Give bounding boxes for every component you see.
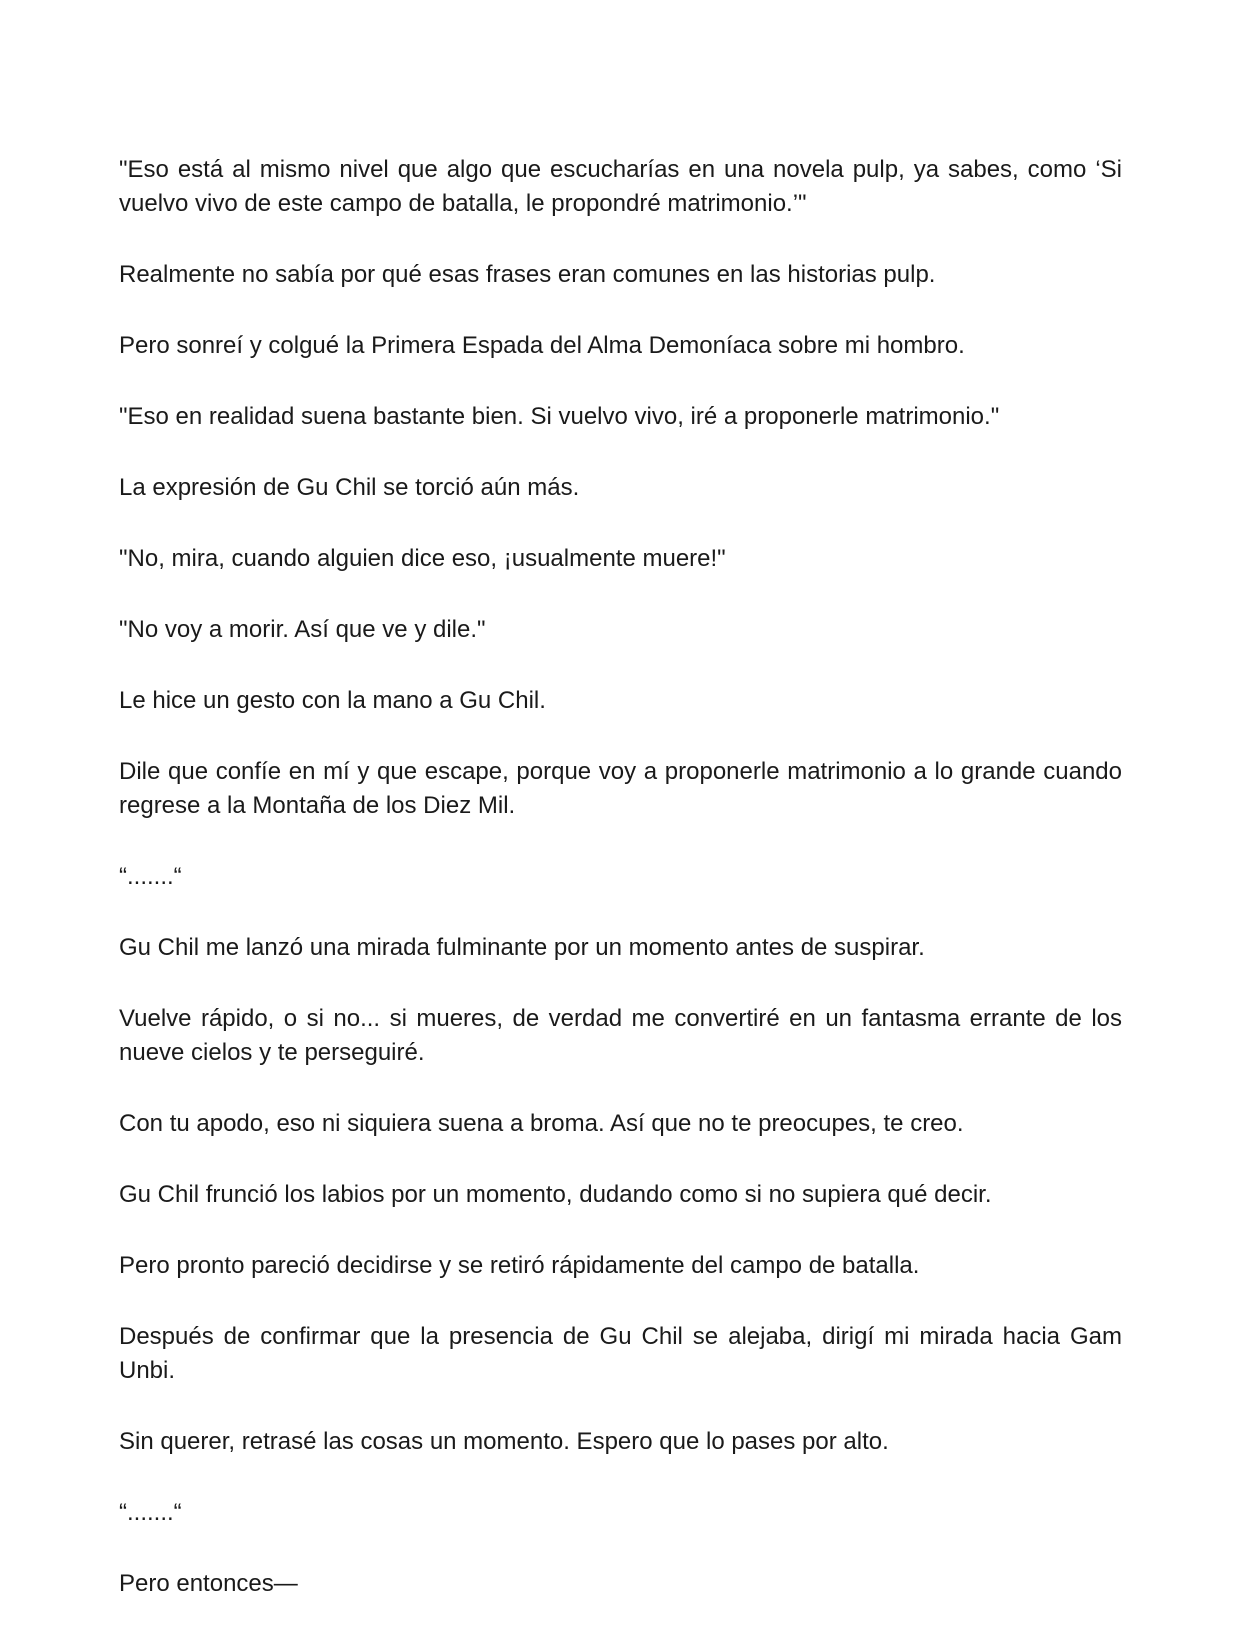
paragraph-18: “.......“ [119,1499,182,1526]
paragraph-8: Le hice un gesto con la mano a Gu Chil. [119,687,546,714]
paragraph-5: La expresión de Gu Chil se torció aún más. [119,474,580,501]
paragraph-11: Gu Chil me lanzó una mirada fulminante por un momento antes de suspirar. [119,934,925,961]
paragraph-6: "No, mira, cuando alguien dice eso, ¡usualmente muere!" [119,545,726,572]
paragraph-7: "No voy a morir. Así que ve y dile." [119,616,486,643]
paragraph-13: Con tu apodo, eso ni siquiera suena a broma. Así que no te preocupes, te creo. [119,1110,964,1137]
paragraph-16: Después de confirmar que la presencia de Gu Chil se alejaba, dirigí mi mirada hacia Gam Unbi. [119,1323,1122,1384]
paragraph-17: Sin querer, retrasé las cosas un momento. Espero que lo pases por alto. [119,1428,889,1455]
paragraph-10: “.......“ [119,863,182,890]
paragraph-15: Pero pronto pareció decidirse y se retiró rápidamente del campo de batalla. [119,1252,920,1279]
paragraph-4: "Eso en realidad suena bastante bien. Si vuelvo vivo, iré a proponerle matrimonio." [119,403,1000,430]
paragraph-9: Dile que confíe en mí y que escape, porque voy a proponerle matrimonio a lo grande cuando regrese a la Montaña de los Diez Mil. [119,758,1122,819]
body-text [119,153,1122,1638]
paragraph-12: Vuelve rápido, o si no... si mueres, de verdad me convertiré en un fantasma errante de los nueve cielos y te perseguiré. [119,1005,1122,1066]
paragraph-3: Pero sonreí y colgué la Primera Espada del Alma Demoníaca sobre mi hombro. [119,332,965,359]
paragraph-19: Pero entonces— [119,1570,298,1597]
paragraph-14: Gu Chil frunció los labios por un momento, dudando como si no supiera qué decir. [119,1181,992,1208]
paragraph-1: "Eso está al mismo nivel que algo que escucharías en una novela pulp, ya sabes, como ‘Si vuelvo vivo de este campo de batalla, le propondré matrimonio.’" [119,156,1122,217]
paragraph-2: Realmente no sabía por qué esas frases eran comunes en las historias pulp. [119,261,936,288]
